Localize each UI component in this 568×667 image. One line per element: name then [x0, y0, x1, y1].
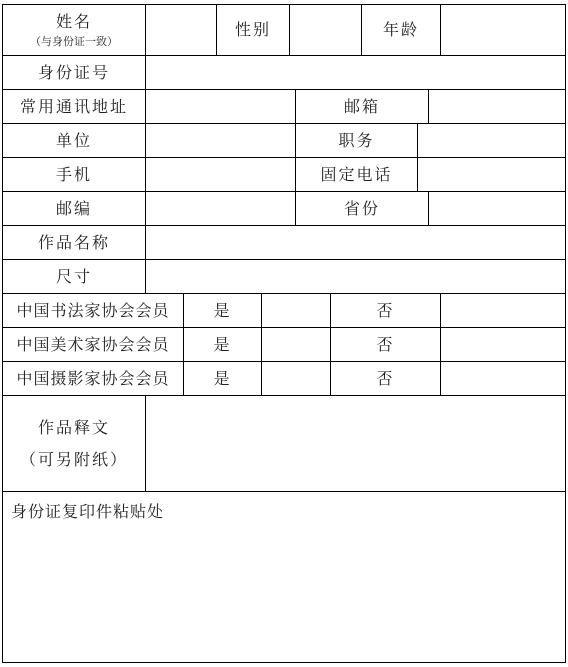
gender-field[interactable] [290, 5, 361, 55]
name-label: 姓名 [55, 12, 92, 32]
name-field[interactable] [146, 5, 216, 55]
membership-label-photography: 中国摄影家协会会员 [16, 368, 170, 388]
rule [565, 4, 566, 663]
size-field[interactable] [146, 260, 565, 293]
province-label: 省份 [343, 198, 380, 218]
name-note: （与身份证一致） [30, 34, 118, 48]
work-unit-field[interactable] [146, 124, 295, 157]
membership-label-calligraphy: 中国书法家协会会员 [16, 300, 170, 320]
address-label: 常用通讯地址 [19, 96, 128, 116]
membership-yes-label: 是 [213, 334, 232, 354]
membership-no-checkbox[interactable] [441, 294, 565, 327]
id-copy-area[interactable] [3, 492, 565, 662]
mobile-label: 手机 [55, 164, 92, 184]
job-title-field[interactable] [418, 124, 565, 157]
work-title-label: 作品名称 [37, 232, 110, 252]
rule [2, 662, 566, 663]
membership-yes-checkbox[interactable] [262, 328, 330, 361]
province-field[interactable] [429, 192, 565, 225]
work-title-field[interactable] [146, 226, 565, 259]
transcript-label: 作品释文 [37, 418, 110, 438]
membership-no-label: 否 [376, 334, 395, 354]
email-label: 邮箱 [343, 96, 380, 116]
postcode-field[interactable] [146, 192, 295, 225]
landline-field[interactable] [418, 158, 565, 191]
membership-no-checkbox[interactable] [441, 362, 565, 395]
transcript-note: （可另附纸） [19, 449, 128, 469]
membership-yes-label: 是 [213, 300, 232, 320]
id-copy-label: 身份证复印件粘贴处 [11, 502, 165, 521]
landline-label: 固定电话 [320, 164, 393, 184]
membership-label-fine-arts: 中国美术家协会会员 [16, 334, 170, 354]
age-field[interactable] [441, 5, 565, 55]
postcode-label: 邮编 [55, 198, 92, 218]
gender-label: 性别 [234, 20, 271, 40]
mobile-field[interactable] [146, 158, 295, 191]
transcript-label-cell [3, 396, 145, 491]
address-field[interactable] [146, 90, 295, 123]
id-number-field[interactable] [146, 56, 565, 89]
job-title-label: 职务 [338, 130, 375, 150]
membership-no-checkbox[interactable] [441, 328, 565, 361]
size-label: 尺寸 [55, 266, 92, 286]
age-label: 年龄 [382, 20, 419, 40]
transcript-field[interactable] [146, 396, 565, 491]
name-label-cell [3, 5, 145, 55]
id-number-label: 身份证号 [37, 62, 110, 82]
membership-no-label: 否 [376, 300, 395, 320]
membership-yes-label: 是 [213, 368, 232, 388]
email-field[interactable] [429, 90, 565, 123]
membership-yes-checkbox[interactable] [262, 362, 330, 395]
work-unit-label: 单位 [55, 130, 92, 150]
membership-yes-checkbox[interactable] [262, 294, 330, 327]
membership-no-label: 否 [376, 368, 395, 388]
